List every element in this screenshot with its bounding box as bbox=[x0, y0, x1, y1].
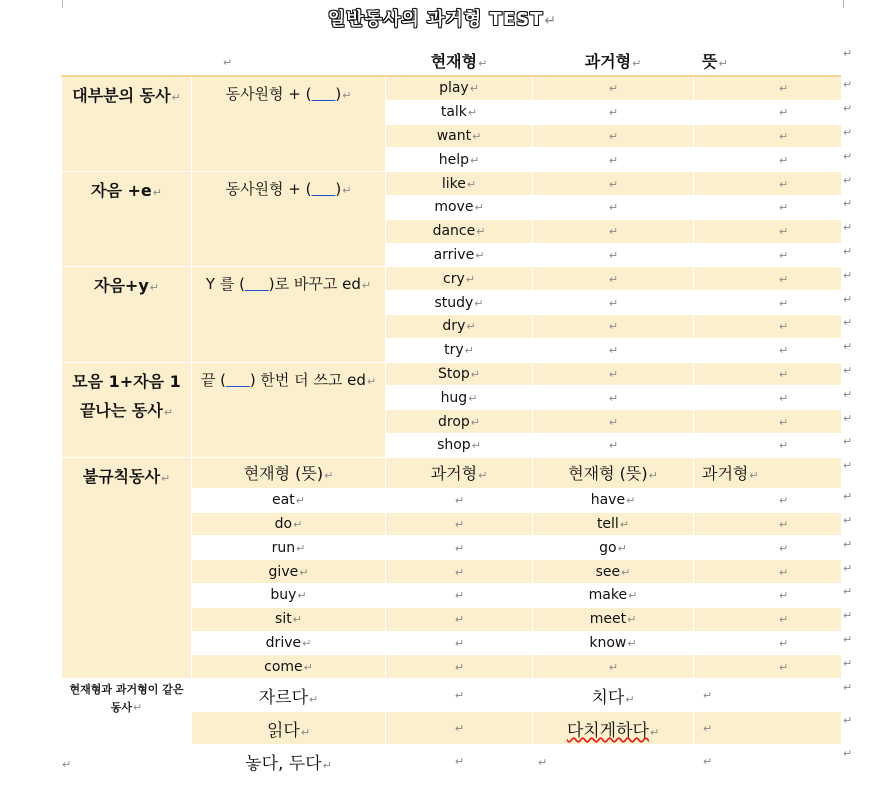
paragraph-mark: ↵ bbox=[454, 689, 465, 703]
paragraph-mark: ↵ bbox=[779, 225, 789, 239]
paragraph-mark: ↵ bbox=[617, 541, 627, 555]
paragraph-mark: ↵ bbox=[133, 701, 143, 715]
paragraph-mark: ↵ bbox=[779, 391, 789, 405]
category-cell: 자음 +e↵ bbox=[62, 172, 192, 267]
irregular-verb: eat↵ bbox=[192, 488, 386, 512]
paragraph-mark: ↵ bbox=[149, 281, 159, 295]
paragraph-mark: ↵ bbox=[621, 565, 631, 579]
paragraph-mark: ↵ bbox=[608, 296, 619, 310]
past-answer-cell bbox=[533, 100, 694, 124]
paragraph-mark: ↵ bbox=[470, 153, 480, 167]
paragraph-mark: ↵ bbox=[627, 613, 637, 627]
table-row bbox=[62, 76, 841, 100]
past-answer-cell bbox=[694, 745, 841, 778]
row-end-mark: ↵ bbox=[843, 78, 853, 91]
row-end-mark: ↵ bbox=[843, 126, 853, 140]
paragraph-mark: ↵ bbox=[342, 184, 352, 198]
past-answer-cell bbox=[533, 410, 694, 434]
paragraph-mark: ↵ bbox=[454, 589, 465, 603]
paragraph-mark: ↵ bbox=[779, 613, 789, 627]
answer-blank[interactable] bbox=[226, 371, 250, 389]
row-end-mark: ↵ bbox=[843, 316, 853, 330]
paragraph-mark: ↵ bbox=[468, 391, 478, 405]
paragraph-mark: ↵ bbox=[779, 344, 789, 358]
rule-cell: 동사원형 + ( )↵ bbox=[192, 172, 386, 267]
paragraph-mark: ↵ bbox=[292, 613, 302, 627]
past-answer-cell bbox=[386, 679, 533, 712]
meaning-word: 자르다↵ bbox=[192, 679, 386, 712]
past-answer-cell bbox=[386, 655, 533, 679]
irregular-verb bbox=[533, 655, 694, 679]
irregular-verb: run↵ bbox=[192, 536, 386, 560]
paragraph-mark: ↵ bbox=[171, 91, 181, 104]
page-title: 일반동사의 과거형 TEST↵ bbox=[327, 9, 558, 30]
meaning-answer-cell bbox=[694, 386, 841, 410]
paragraph-mark: ↵ bbox=[466, 320, 476, 334]
paragraph-mark: ↵ bbox=[472, 129, 482, 143]
meaning-word: 놓다, 두다↵ bbox=[192, 745, 386, 778]
present-verb: drop↵ bbox=[386, 410, 533, 434]
category-cell: 대부분의 동사↵ bbox=[62, 76, 192, 172]
row-end-mark: ↵ bbox=[843, 490, 853, 504]
header-empty bbox=[62, 45, 192, 76]
answer-blank[interactable] bbox=[312, 85, 336, 103]
present-verb: play↵ bbox=[386, 76, 533, 100]
present-verb: arrive↵ bbox=[386, 243, 533, 267]
paragraph-mark: ↵ bbox=[469, 82, 479, 96]
paragraph-mark: ↵ bbox=[749, 469, 759, 483]
paragraph-mark: ↵ bbox=[478, 469, 488, 483]
paragraph-mark: ↵ bbox=[779, 589, 789, 603]
row-end-mark: ↵ bbox=[843, 435, 853, 449]
paragraph-mark: ↵ bbox=[608, 272, 619, 286]
paragraph-mark: ↵ bbox=[779, 153, 789, 167]
present-verb: dry↵ bbox=[386, 314, 533, 338]
present-verb: want↵ bbox=[386, 124, 533, 148]
irregular-verb: see↵ bbox=[533, 560, 694, 584]
meaning-word bbox=[533, 745, 694, 778]
paragraph-mark: ↵ bbox=[152, 186, 162, 200]
row-end-mark: ↵ bbox=[843, 680, 853, 694]
paragraph-mark: ↵ bbox=[608, 660, 619, 674]
paragraph-mark: ↵ bbox=[608, 201, 619, 215]
past-answer-cell bbox=[386, 560, 533, 584]
past-answer-cell bbox=[386, 536, 533, 560]
irregular-verb: do↵ bbox=[192, 512, 386, 536]
header-meaning: 뜻↵ bbox=[694, 45, 841, 76]
paragraph-mark: ↵ bbox=[322, 758, 332, 772]
paragraph-mark: ↵ bbox=[779, 494, 789, 508]
irregular-verb: give↵ bbox=[192, 560, 386, 584]
paragraph-mark: ↵ bbox=[366, 374, 377, 388]
paragraph-mark: ↵ bbox=[608, 248, 619, 262]
meaning-answer-cell bbox=[694, 338, 841, 362]
past-answer-cell bbox=[533, 148, 694, 172]
rule-cell: 끝 ( ) 한번 더 쓰고 ed↵ bbox=[192, 362, 386, 457]
row-end-mark: ↵ bbox=[843, 173, 853, 187]
paragraph-mark: ↵ bbox=[779, 517, 789, 531]
paragraph-mark: ↵ bbox=[703, 689, 713, 703]
past-answer-cell bbox=[386, 488, 533, 512]
meaning-answer-cell bbox=[694, 291, 841, 315]
row-end-mark: ↵ bbox=[843, 537, 853, 551]
irregular-header-row bbox=[62, 457, 841, 488]
past-answer-cell bbox=[533, 362, 694, 386]
paragraph-mark: ↵ bbox=[608, 106, 619, 120]
past-answer-cell bbox=[694, 712, 841, 745]
present-verb: try↵ bbox=[386, 338, 533, 362]
past-answer-cell bbox=[533, 386, 694, 410]
paragraph-mark: ↵ bbox=[608, 439, 619, 453]
past-answer-cell bbox=[533, 338, 694, 362]
past-answer-cell bbox=[533, 314, 694, 338]
present-verb: talk↵ bbox=[386, 100, 533, 124]
paragraph-mark: ↵ bbox=[779, 320, 789, 334]
meaning-answer-cell bbox=[694, 195, 841, 219]
row-end-mark: ↵ bbox=[843, 514, 853, 528]
paragraph-mark: ↵ bbox=[779, 660, 789, 674]
paragraph-mark: ↵ bbox=[779, 565, 789, 579]
paragraph-mark: ↵ bbox=[464, 344, 474, 358]
paragraph-mark: ↵ bbox=[608, 415, 619, 429]
meaning-answer-cell bbox=[694, 124, 841, 148]
irregular-verb: meet↵ bbox=[533, 607, 694, 631]
row-end-mark: ↵ bbox=[843, 387, 853, 401]
present-verb: Stop↵ bbox=[386, 362, 533, 386]
present-verb: cry↵ bbox=[386, 267, 533, 291]
past-answer-cell bbox=[386, 631, 533, 655]
paragraph-mark: ↵ bbox=[608, 391, 619, 405]
irregular-verb: come↵ bbox=[192, 655, 386, 679]
paragraph-mark: ↵ bbox=[299, 565, 309, 579]
irregular-verb: know↵ bbox=[533, 631, 694, 655]
paragraph-mark: ↵ bbox=[302, 636, 312, 650]
paragraph-mark: ↵ bbox=[296, 541, 306, 555]
paragraph-mark: ↵ bbox=[626, 494, 636, 508]
paragraph-mark: ↵ bbox=[454, 541, 465, 555]
past-answer-cell bbox=[694, 679, 841, 712]
paragraph-mark: ↵ bbox=[608, 344, 619, 358]
irregular-col-present: 현재형 (뜻)↵ bbox=[192, 457, 386, 488]
row-end-mark: ↵ bbox=[843, 268, 853, 282]
meaning-word: 치다↵ bbox=[533, 679, 694, 712]
irregular-col-present: 현재형 (뜻)↵ bbox=[533, 457, 694, 488]
paragraph-mark: ↵ bbox=[779, 106, 789, 120]
paragraph-mark: ↵ bbox=[627, 636, 637, 650]
rule-cell: 동사원형 + ( )↵ bbox=[192, 76, 386, 172]
row-end-mark: ↵ bbox=[843, 47, 853, 60]
past-answer-cell bbox=[694, 536, 841, 560]
paragraph-mark: ↵ bbox=[466, 177, 477, 191]
paragraph-mark: ↵ bbox=[163, 405, 174, 419]
paragraph-mark: ↵ bbox=[454, 660, 465, 674]
answer-blank[interactable] bbox=[312, 180, 336, 198]
paragraph-mark: ↵ bbox=[454, 755, 465, 769]
paragraph-mark: ↵ bbox=[324, 469, 334, 483]
irregular-col-past: 과거형↵ bbox=[694, 457, 841, 488]
table-row bbox=[62, 679, 841, 712]
irregular-verb: tell↵ bbox=[533, 512, 694, 536]
paragraph-mark: ↵ bbox=[779, 272, 789, 286]
past-answer-cell bbox=[694, 607, 841, 631]
paragraph-mark: ↵ bbox=[779, 541, 789, 555]
past-answer-cell bbox=[533, 267, 694, 291]
paragraph-mark: ↵ bbox=[474, 201, 484, 215]
paragraph-mark: ↵ bbox=[293, 517, 303, 531]
paragraph-mark: ↵ bbox=[470, 415, 480, 429]
paragraph-mark: ↵ bbox=[779, 415, 789, 429]
paragraph-mark: ↵ bbox=[161, 471, 171, 485]
row-end-mark: ↵ bbox=[843, 561, 853, 575]
past-answer-cell bbox=[533, 291, 694, 315]
past-answer-cell bbox=[386, 745, 533, 778]
past-answer-cell bbox=[386, 607, 533, 631]
rule-cell: Y 를 ( )로 바꾸고 ed↵ bbox=[192, 267, 386, 362]
past-answer-cell bbox=[694, 560, 841, 584]
paragraph-mark: ↵ bbox=[779, 248, 789, 262]
irregular-verb: buy↵ bbox=[192, 583, 386, 607]
meaning-answer-cell bbox=[694, 148, 841, 172]
paragraph-mark: ↵ bbox=[62, 758, 72, 771]
paragraph-mark: ↵ bbox=[470, 367, 481, 381]
paragraph-mark: ↵ bbox=[309, 692, 319, 706]
paragraph-mark: ↵ bbox=[779, 201, 789, 215]
irregular-verb: sit↵ bbox=[192, 607, 386, 631]
paragraph-mark: ↵ bbox=[625, 692, 635, 706]
row-end-mark: ↵ bbox=[843, 340, 853, 354]
meaning-word: 다치게하다↵ bbox=[533, 712, 694, 745]
past-answer-cell bbox=[533, 172, 694, 196]
paragraph-mark: ↵ bbox=[608, 225, 619, 239]
paragraph-mark: ↵ bbox=[608, 320, 619, 334]
paragraph-mark: ↵ bbox=[649, 725, 660, 739]
meaning-answer-cell bbox=[694, 243, 841, 267]
paragraph-mark: ↵ bbox=[779, 82, 789, 96]
header-present: 현재형↵ bbox=[386, 45, 533, 76]
irregular-verb: drive↵ bbox=[192, 631, 386, 655]
paragraph-mark: ↵ bbox=[454, 722, 465, 736]
paragraph-mark: ↵ bbox=[454, 565, 465, 579]
present-verb: study↵ bbox=[386, 291, 533, 315]
row-end-mark: ↵ bbox=[843, 221, 853, 235]
irregular-verb: go↵ bbox=[533, 536, 694, 560]
meaning-answer-cell bbox=[694, 219, 841, 243]
paragraph-mark: ↵ bbox=[628, 589, 638, 603]
paragraph-mark: ↵ bbox=[454, 494, 465, 508]
past-answer-cell bbox=[386, 583, 533, 607]
row-end-mark: ↵ bbox=[843, 245, 853, 259]
past-answer-cell bbox=[694, 631, 841, 655]
row-end-mark: ↵ bbox=[843, 585, 853, 599]
paragraph-mark: ↵ bbox=[779, 367, 789, 381]
past-answer-cell bbox=[386, 512, 533, 536]
present-verb: shop↵ bbox=[386, 433, 533, 457]
table-row bbox=[62, 267, 841, 291]
paragraph-mark: ↵ bbox=[703, 755, 713, 769]
paragraph-mark: ↵ bbox=[471, 439, 481, 453]
paragraph-mark: ↵ bbox=[779, 129, 789, 143]
meaning-answer-cell bbox=[694, 172, 841, 196]
past-answer-cell bbox=[694, 583, 841, 607]
verb-past-tense-table bbox=[61, 45, 841, 778]
row-end-mark: ↵ bbox=[843, 197, 853, 211]
paragraph-mark: ↵ bbox=[454, 517, 465, 531]
past-answer-cell bbox=[533, 124, 694, 148]
paragraph-mark: ↵ bbox=[361, 279, 372, 293]
paragraph-mark: ↵ bbox=[454, 613, 465, 627]
table-row bbox=[62, 362, 841, 386]
paragraph-mark: ↵ bbox=[300, 725, 311, 739]
meaning-answer-cell bbox=[694, 433, 841, 457]
paragraph-mark: ↵ bbox=[608, 129, 619, 143]
row-end-mark: ↵ bbox=[843, 459, 853, 473]
paragraph-mark: ↵ bbox=[342, 89, 352, 102]
paragraph-mark: ↵ bbox=[476, 225, 486, 239]
paragraph-mark: ↵ bbox=[608, 177, 619, 191]
past-answer-cell bbox=[386, 712, 533, 745]
row-end-mark: ↵ bbox=[843, 102, 853, 116]
row-end-mark: ↵ bbox=[843, 411, 853, 425]
paragraph-mark: ↵ bbox=[608, 367, 619, 381]
category-cell: 자음+y↵ bbox=[62, 267, 192, 362]
paragraph-mark: ↵ bbox=[467, 106, 478, 120]
paragraph-mark: ↵ bbox=[608, 153, 619, 167]
category-cell: 불규칙동사↵ bbox=[62, 457, 192, 678]
paragraph-mark: ↵ bbox=[297, 589, 307, 603]
meaning-answer-cell bbox=[694, 267, 841, 291]
meaning-word: 읽다↵ bbox=[192, 712, 386, 745]
meaning-answer-cell bbox=[694, 76, 841, 100]
past-answer-cell bbox=[533, 243, 694, 267]
irregular-col-past: 과거형↵ bbox=[386, 457, 533, 488]
paragraph-mark: ↵ bbox=[295, 494, 305, 508]
irregular-verb: make↵ bbox=[533, 583, 694, 607]
paragraph-mark: ↵ bbox=[474, 296, 484, 310]
past-answer-cell bbox=[694, 512, 841, 536]
paragraph-mark: ↵ bbox=[779, 439, 789, 453]
answer-blank[interactable] bbox=[245, 275, 269, 293]
category-cell: 모음 1+자음 1 끝나는 동사↵ bbox=[62, 362, 192, 457]
meaning-answer-cell bbox=[694, 100, 841, 124]
paragraph-mark: ↵ bbox=[608, 82, 619, 96]
header-past: 과거형↵ bbox=[533, 45, 694, 76]
past-answer-cell bbox=[694, 655, 841, 679]
row-end-mark: ↵ bbox=[843, 746, 853, 760]
row-end-mark: ↵ bbox=[843, 292, 853, 306]
table-row bbox=[62, 172, 841, 196]
irregular-verb: have↵ bbox=[533, 488, 694, 512]
past-answer-cell bbox=[533, 433, 694, 457]
category-cell: 현재형과 과거형이 같은 동사↵ bbox=[62, 679, 192, 778]
meaning-answer-cell bbox=[694, 410, 841, 434]
past-answer-cell bbox=[533, 195, 694, 219]
paragraph-mark: ↵ bbox=[648, 469, 658, 483]
paragraph-mark: ↵ bbox=[303, 660, 313, 674]
paragraph-mark: ↵ bbox=[538, 756, 548, 770]
past-answer-cell bbox=[694, 488, 841, 512]
paragraph-mark: ↵ bbox=[475, 248, 485, 262]
row-end-mark: ↵ bbox=[843, 633, 853, 647]
row-end-mark: ↵ bbox=[843, 364, 853, 378]
paragraph-mark: ↵ bbox=[779, 636, 789, 650]
paragraph-mark: ↵ bbox=[619, 517, 630, 531]
paragraph-mark: ↵ bbox=[703, 722, 713, 736]
present-verb: help↵ bbox=[386, 148, 533, 172]
meaning-answer-cell bbox=[694, 362, 841, 386]
row-end-mark: ↵ bbox=[843, 149, 853, 163]
present-verb: dance↵ bbox=[386, 219, 533, 243]
row-end-mark: ↵ bbox=[843, 713, 853, 727]
past-answer-cell bbox=[533, 219, 694, 243]
paragraph-mark: ↵ bbox=[454, 636, 465, 650]
present-verb: hug↵ bbox=[386, 386, 533, 410]
header-row bbox=[62, 45, 841, 76]
header-mark: ↵ bbox=[192, 45, 386, 76]
past-answer-cell bbox=[533, 76, 694, 100]
paragraph-mark: ↵ bbox=[779, 296, 789, 310]
paragraph-mark: ↵ bbox=[779, 177, 789, 191]
present-verb: move↵ bbox=[386, 195, 533, 219]
paragraph-mark: ↵ bbox=[465, 272, 475, 286]
row-end-mark: ↵ bbox=[843, 656, 853, 670]
present-verb: like↵ bbox=[386, 172, 533, 196]
meaning-answer-cell bbox=[694, 314, 841, 338]
row-end-mark: ↵ bbox=[843, 609, 853, 623]
